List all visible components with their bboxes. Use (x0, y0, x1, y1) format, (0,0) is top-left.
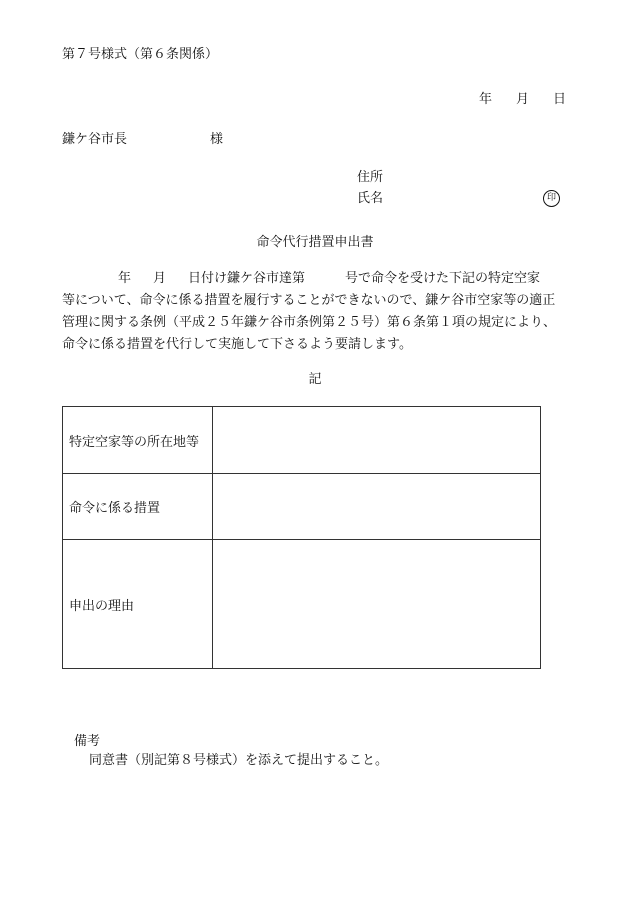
remarks-title: 備考 (74, 734, 101, 749)
date-year-label: 年 (478, 92, 492, 107)
name-label: 氏名 (357, 191, 384, 206)
date-day-label: 日 (552, 92, 566, 107)
table-row-label: 命令に係る措置 (63, 474, 213, 540)
body-year-label: 年 (118, 271, 132, 286)
body-mid-text: 日付け鎌ケ谷市達第 (188, 271, 306, 286)
table-row (63, 540, 541, 669)
table-row-value[interactable] (213, 540, 541, 669)
table-row-value[interactable] (213, 407, 541, 474)
table-row (63, 474, 541, 540)
seal-icon: 印 (543, 190, 560, 207)
address-label: 住所 (357, 170, 384, 185)
form-number: 第７号様式（第６条関係） (62, 47, 219, 62)
body-line-3: 管理に関する条例（平成２５年鎌ケ谷市条例第２５号）第６条第１項の規定により、 (62, 315, 557, 330)
table-row-label: 特定空家等の所在地等 (63, 407, 213, 474)
remarks-text: 同意書（別記第８号様式）を添えて提出すること。 (89, 753, 389, 768)
table-row-value[interactable] (213, 474, 541, 540)
body-paragraph (62, 268, 572, 356)
date-month-label: 月 (515, 92, 529, 107)
addressee-suffix: 様 (210, 132, 224, 147)
document-title: 命令代行措置申出書 (256, 235, 374, 250)
body-line-2: 等について、命令に係る措置を履行することができないので、鎌ケ谷市空家等の適正 (62, 293, 556, 308)
detail-table (62, 406, 541, 669)
body-line-1 (62, 268, 572, 290)
ki-label: 記 (308, 372, 322, 387)
table-row (63, 407, 541, 474)
body-tail-text: 号で命令を受けた下記の特定空家 (345, 271, 541, 286)
date-line (479, 92, 566, 108)
table-row-label: 申出の理由 (63, 540, 213, 669)
body-line-4: 命令に係る措置を代行して実施して下さるよう要請します。 (62, 337, 412, 352)
addressee-name: 鎌ケ谷市長 (62, 132, 128, 147)
body-month-label: 月 (153, 271, 167, 286)
